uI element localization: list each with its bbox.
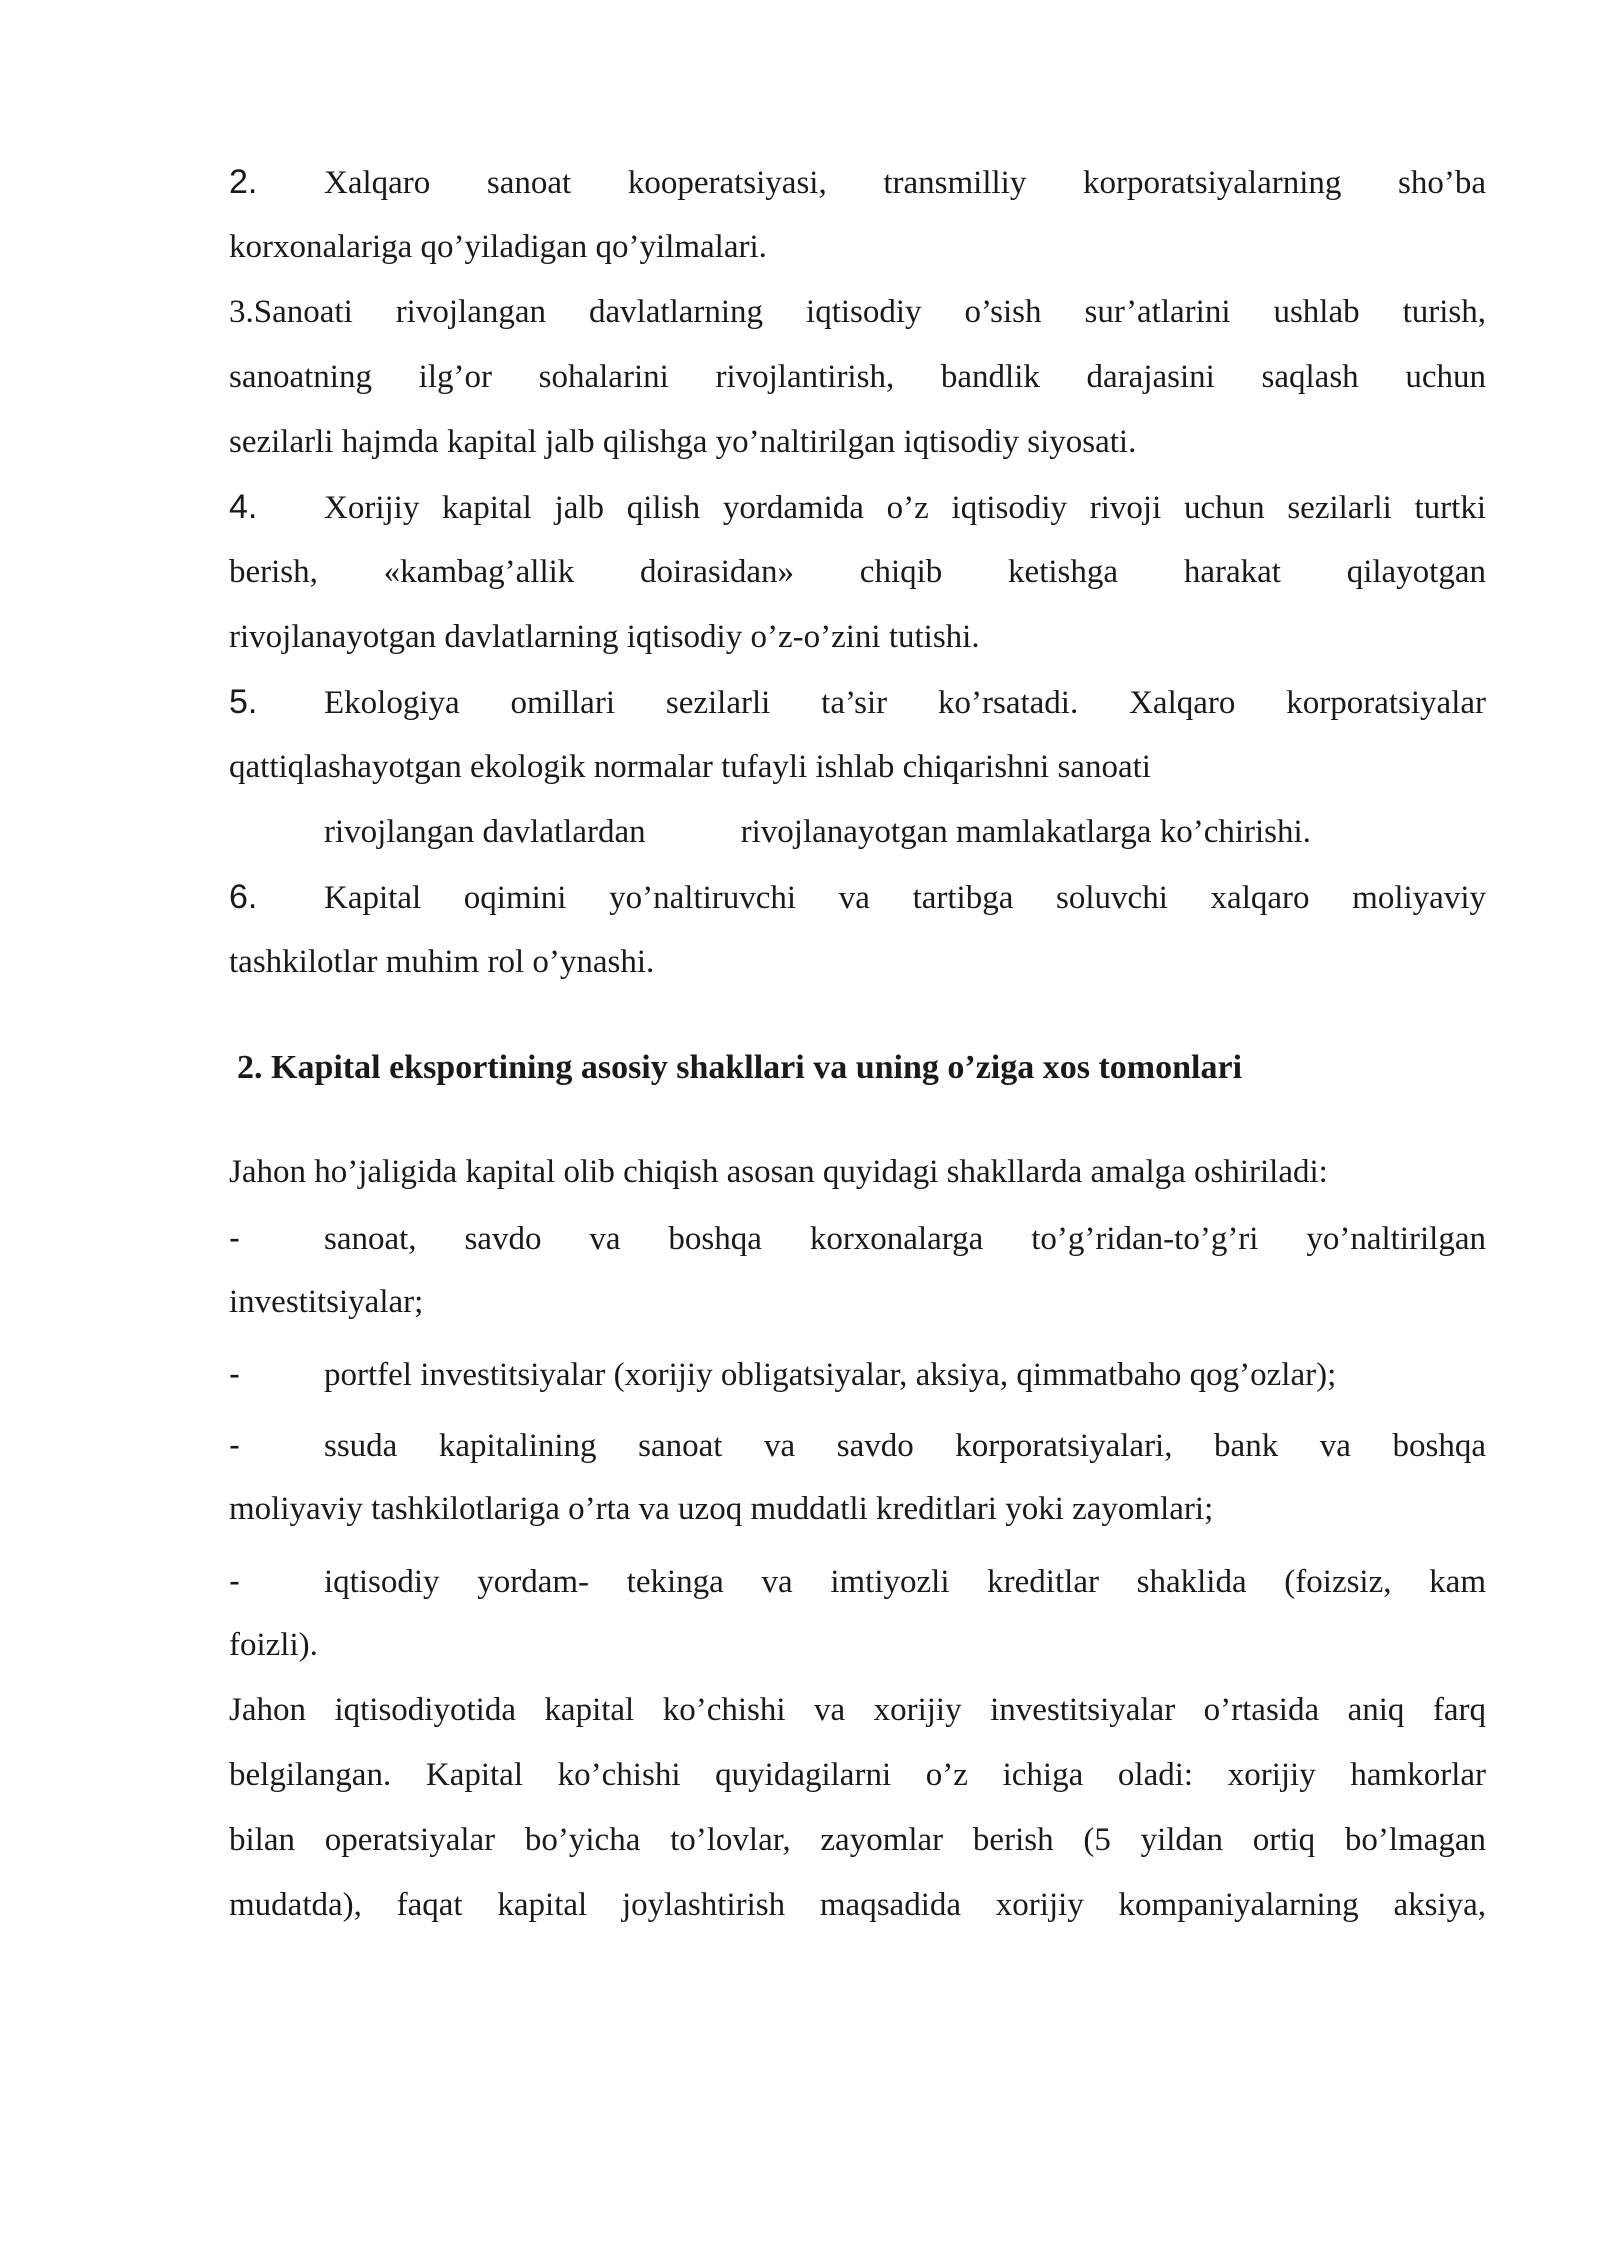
item-2-line-2: korxonalariga qo’yiladigan qo’yilmalari.: [229, 229, 767, 265]
intro-paragraph: Jahon ho’jaligida kapital olib chiqish asosan quyidagi shakllarda amalga oshiriladi:: [229, 1154, 1328, 1190]
closing-line-4: mudatda), faqat kapital joylashtirish maqsadida xorijiy kompaniyalarning aksiya,: [229, 1887, 1486, 1923]
item-number: 6.: [229, 878, 258, 916]
item-text: Xalqaro sanoat kooperatsiyasi, transmilliy korporatsiyalarning sho’ba: [324, 165, 1486, 201]
bullet-1-line-2: investitsiyalar;: [229, 1284, 424, 1320]
bullet-text: ssuda kapitalining sanoat va savdo korporatsiyalari, bank va boshqa: [324, 1428, 1486, 1464]
closing-line-1: Jahon iqtisodiyotida kapital ko’chishi va xorijiy investitsiyalar o’rtasida aniq farq: [229, 1692, 1486, 1728]
item-text: Ekologiya omillari sezilarli ta’sir ko’rsatadi. Xalqaro korporatsiyalar: [324, 685, 1486, 721]
bullet-1-line-1: [229, 1205, 1486, 1270]
bullet-3-line-2: moliyaviy tashkilotlariga o’rta va uzoq muddatli kreditlari yoki zayomlari;: [229, 1491, 1214, 1527]
bullet-text: portfel investitsiyalar (xorijiy obligatsiyalar, aksiya, qimmatbaho qog’ozlar);: [324, 1357, 1337, 1393]
bullet-dash: -: [229, 1426, 240, 1463]
item-2-line-1: [229, 150, 1486, 215]
section-heading: 2. Kapital eksportining asosiy shakllari va uning o’ziga xos tomonlari: [237, 1049, 1243, 1086]
item-text: Xorijiy kapital jalb qilish yordamida o’z iqtisodiy rivoji uchun sezilarli turtki: [324, 490, 1486, 526]
bullet-text: iqtisodiy yordam- tekinga va imtiyozli kreditlar shaklida (foizsiz, kam: [324, 1564, 1486, 1600]
item-text: rivojlangan davlatlardan: [324, 814, 646, 850]
item-text: rivojlanayotgan mamlakatlarga ko’chirishi.: [740, 814, 1311, 850]
item-5-line-3: [229, 800, 1486, 865]
bullet-3-line-1: [229, 1412, 1486, 1477]
bullet-4-line-1: [229, 1548, 1486, 1613]
item-5-line-2: qattiqlashayotgan ekologik normalar tufayli ishlab chiqarishni sanoati: [229, 749, 1151, 785]
item-5-line-1: [229, 670, 1486, 735]
closing-line-3: bilan operatsiyalar bo’yicha to’lovlar, zayomlar berish (5 yildan ortiq bo’lmagan: [229, 1822, 1486, 1858]
bullet-dash: -: [229, 1219, 240, 1256]
item-3-line-1: 3.Sanoati rivojlangan davlatlarning iqtisodiy o’sish sur’atlarini ushlab turish,: [229, 294, 1486, 330]
item-6-line-2: tashkilotlar muhim rol o’ynashi.: [229, 944, 655, 980]
bullet-dash: -: [229, 1562, 240, 1599]
item-number: 2.: [229, 163, 258, 201]
item-3-line-3: sezilarli hajmda kapital jalb qilishga yo’naltirilgan iqtisodiy siyosati.: [229, 424, 1137, 460]
bullet-dash: -: [229, 1355, 240, 1392]
item-4-line-1: [229, 475, 1486, 540]
item-number: 4.: [229, 488, 258, 526]
item-6-line-1: [229, 865, 1486, 930]
bullet-2-line-1: [229, 1341, 1486, 1406]
bullet-4-line-2: foizli).: [229, 1627, 318, 1663]
bullet-text: sanoat, savdo va boshqa korxonalarga to’g’ridan-to’g’ri yo’naltirilgan: [324, 1221, 1486, 1257]
item-4-line-3: rivojlanayotgan davlatlarning iqtisodiy o’z-o’zini tutishi.: [229, 619, 980, 655]
item-4-line-2: berish, «kambag’allik doirasidan» chiqib ketishga harakat qilayotgan: [229, 554, 1486, 590]
closing-line-2: belgilangan. Kapital ko’chishi quyidagilarni o’z ichiga oladi: xorijiy hamkorlar: [229, 1757, 1486, 1793]
item-text: Kapital oqimini yo’naltiruvchi va tartibga soluvchi xalqaro moliyaviy: [324, 880, 1486, 916]
document-page: [229, 150, 1486, 1938]
item-number: 5.: [229, 683, 258, 721]
item-3-line-2: sanoatning ilg’or sohalarini rivojlantirish, bandlik darajasini saqlash uchun: [229, 359, 1486, 395]
